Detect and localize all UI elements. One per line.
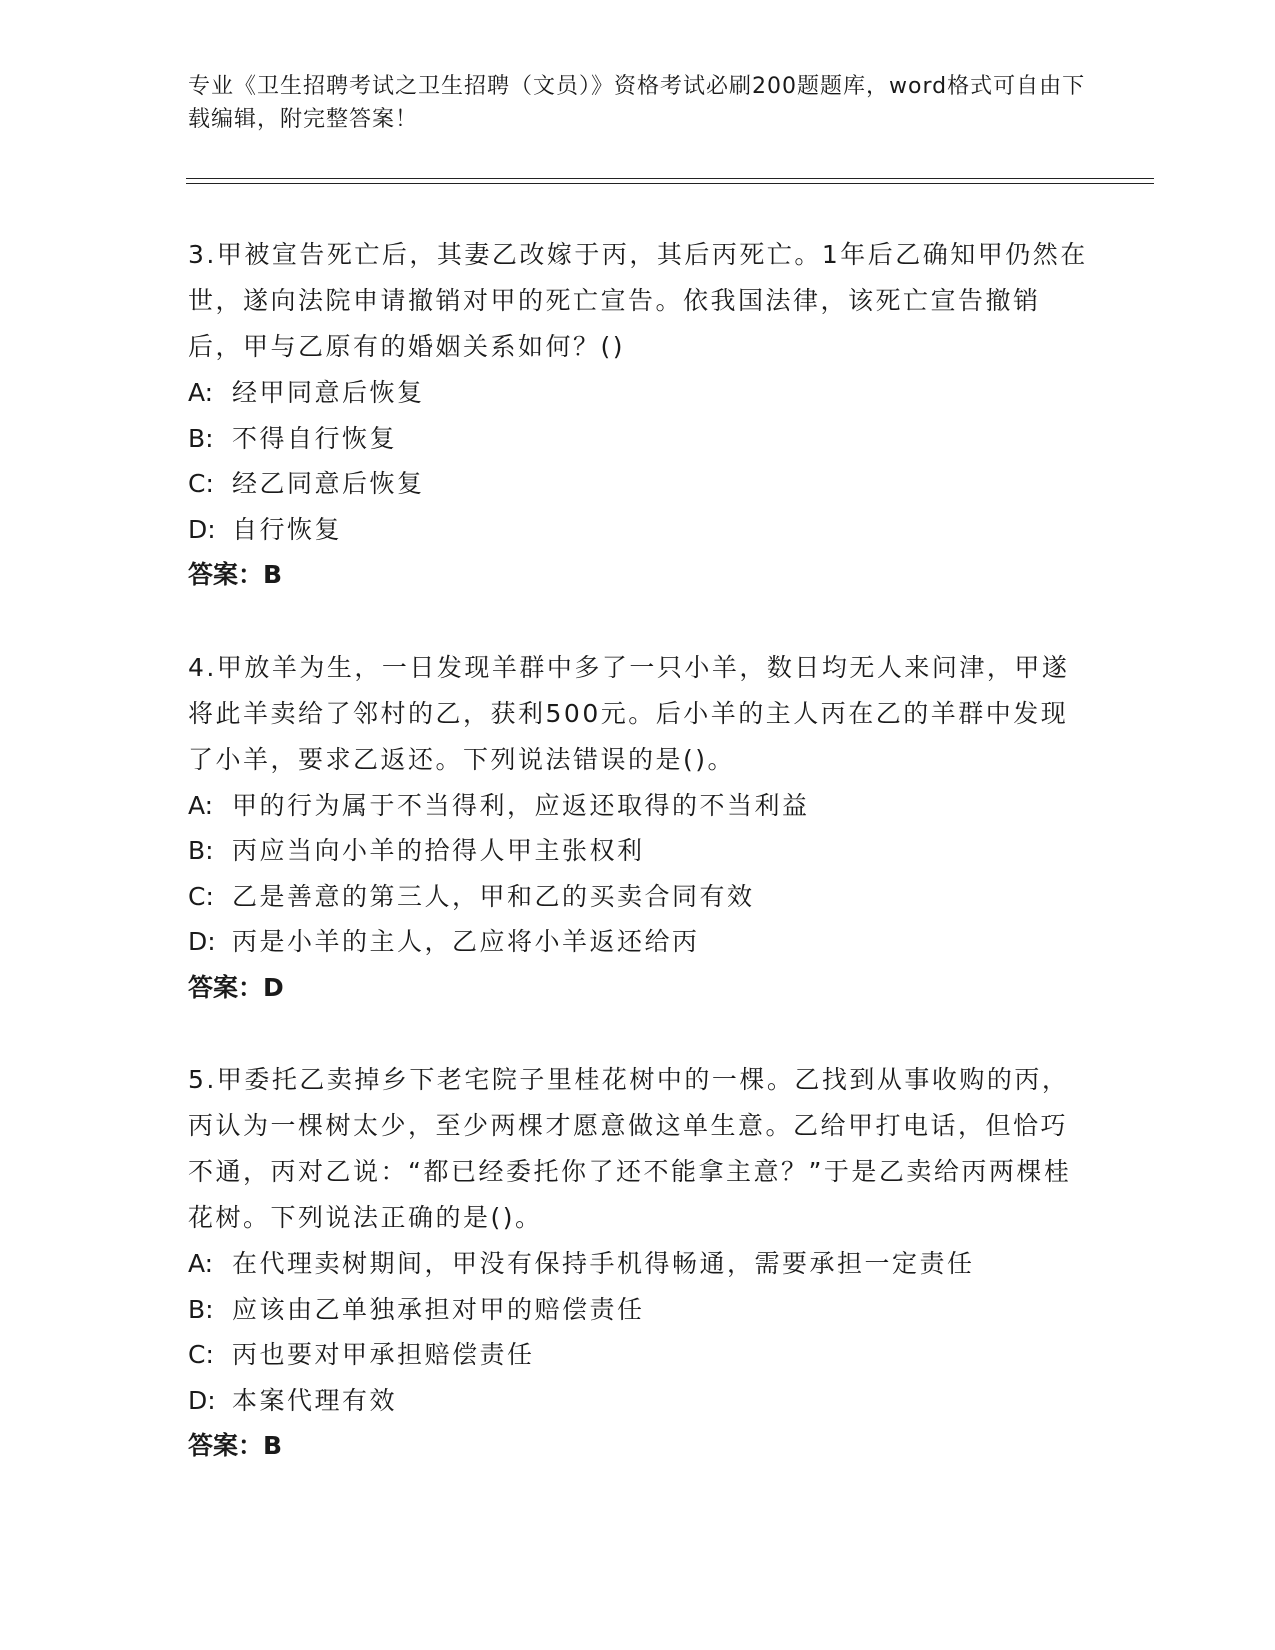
option-key: C: (188, 1340, 214, 1369)
option-d (188, 1378, 1088, 1424)
header-divider-bottom (186, 183, 1154, 184)
option-d (188, 919, 1088, 965)
option-key: C: (188, 881, 214, 911)
option-b (188, 1287, 1088, 1333)
option-key: A: (188, 378, 214, 407)
option-b (188, 416, 1088, 462)
option-text: 丙应当向小羊的拾得人甲主张权利 (232, 836, 645, 865)
option-a (188, 370, 1088, 416)
option-key: D: (188, 1385, 216, 1415)
option-text: 自行恢复 (232, 514, 343, 544)
question-item (188, 232, 1088, 598)
option-text: 应该由乙单独承担对甲的赔偿责任 (232, 1294, 645, 1324)
option-c (188, 461, 1088, 507)
option-key: C: (188, 469, 214, 498)
option-a (188, 1241, 1088, 1287)
question-item (188, 1057, 1088, 1469)
option-text: 不得自行恢复 (232, 423, 398, 453)
answer-label: 答案：B (188, 560, 283, 589)
option-text: 乙是善意的第三人，甲和乙的买卖合同有效 (232, 881, 755, 911)
answer-label: 答案：D (188, 972, 284, 1002)
option-b (188, 828, 1088, 874)
question-stem: 5.甲委托乙卖掉乡下老宅院子里桂花树中的一棵。乙找到从事收购的丙，丙认为一棵树太少，至少两棵才愿意做这单生意。乙给甲打电话，但恰巧不通，丙对乙说：“都已经委托你了还不能拿主意？”于是乙卖给丙两棵桂花树。下列说法正确的是()。 (188, 1065, 1072, 1232)
option-text: 经乙同意后恢复 (232, 469, 425, 498)
option-a (188, 783, 1088, 829)
option-text: 甲的行为属于不当得利，应返还取得的不当利益 (232, 790, 810, 820)
option-c (188, 874, 1088, 920)
option-text: 在代理卖树期间，甲没有保持手机得畅通，需要承担一定责任 (232, 1249, 975, 1278)
question-list (188, 232, 1088, 1516)
header-divider-top (186, 178, 1154, 179)
option-d (188, 507, 1088, 553)
option-text: 本案代理有效 (232, 1385, 398, 1415)
question-stem: 3.甲被宣告死亡后，其妻乙改嫁于丙，其后丙死亡。1年后乙确知甲仍然在世，遂向法院申请撤销对甲的死亡宣告。依我国法律，该死亡宣告撤销后，甲与乙原有的婚姻关系如何？() (188, 240, 1088, 361)
option-key: A: (188, 790, 214, 820)
question-item (188, 645, 1088, 1011)
option-key: D: (188, 927, 216, 956)
document-header: 专业《卫生招聘考试之卫生招聘（文员）》资格考试必刷200题题库，word格式可自由下载编辑，附完整答案！ (188, 74, 1086, 132)
option-key: B: (188, 836, 214, 865)
option-c (188, 1332, 1088, 1378)
option-key: B: (188, 423, 214, 453)
option-text: 丙也要对甲承担赔偿责任 (232, 1340, 535, 1369)
option-key: A: (188, 1249, 214, 1278)
question-stem: 4.甲放羊为生，一日发现羊群中多了一只小羊，数日均无人来问津，甲遂将此羊卖给了邻村的乙，获利500元。后小羊的主人丙在乙的羊群中发现了小羊，要求乙返还。下列说法错误的是()。 (188, 652, 1070, 774)
option-key: B: (188, 1294, 214, 1324)
option-text: 经甲同意后恢复 (232, 378, 425, 407)
answer-label: 答案：B (188, 1431, 283, 1460)
option-key: D: (188, 514, 216, 544)
option-text: 丙是小羊的主人，乙应将小羊返还给丙 (232, 927, 700, 956)
